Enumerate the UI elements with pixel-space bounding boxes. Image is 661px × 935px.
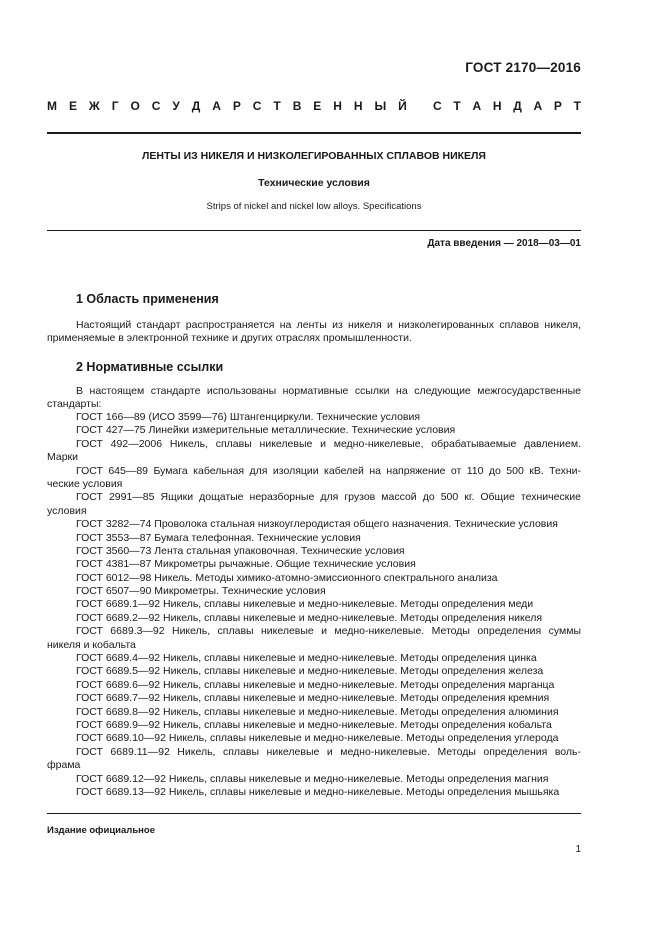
- header-divider: [47, 132, 581, 134]
- interstate-word: [47, 99, 407, 113]
- reference-line: ГОСТ 6689.11—92 Никель, сплавы никелевые и медно-никелевые. Методы определения воль-: [76, 745, 581, 758]
- reference-item: [47, 438, 581, 465]
- reference-item: [47, 625, 581, 652]
- heading-letter: Й: [398, 99, 407, 113]
- heading-letter: Ы: [374, 99, 387, 113]
- reference-item: [47, 706, 581, 719]
- reference-item: [47, 746, 581, 773]
- reference-line: ГОСТ 6689.2—92 Никель, сплавы никелевые и медно-никелевые. Методы определения никеля: [76, 611, 543, 624]
- reference-line: Марки: [47, 451, 79, 464]
- reference-item: [47, 518, 581, 531]
- reference-line: ГОСТ 6689.4—92 Никель, сплавы никелевые и медно-никелевые. Методы определения цинка: [76, 652, 537, 665]
- title-divider: [47, 230, 581, 231]
- heading-letter: Т: [573, 99, 581, 113]
- reference-item: [47, 679, 581, 692]
- heading-letter: Г: [111, 99, 119, 113]
- heading-letter: Т: [453, 99, 461, 113]
- heading-letter: Ж: [88, 99, 100, 113]
- references-list: [47, 411, 581, 799]
- reference-line: ГОСТ 6507—90 Микрометры. Технические условия: [76, 585, 326, 598]
- reference-item: [47, 719, 581, 732]
- reference-line: ГОСТ 6012—98 Никель. Методы химико-атомно-эмиссионного спектрального анализа: [76, 571, 498, 584]
- reference-line: ГОСТ 6689.1—92 Никель, сплавы никелевые и медно-никелевые. Методы определения меди: [76, 598, 534, 611]
- reference-item: [47, 612, 581, 625]
- heading-letter: Н: [492, 99, 502, 113]
- section-heading-references: 2 Нормативные ссылки: [76, 360, 224, 374]
- reference-item: [47, 786, 581, 799]
- english-title: Strips of nickel and nickel low alloys. Specifications: [206, 201, 422, 212]
- heading-letter: У: [172, 99, 180, 113]
- official-edition-label: Издание официальное: [47, 825, 155, 836]
- references-intro: [47, 385, 581, 412]
- date-of-introduction: Дата введения — 2018—03—01: [427, 238, 581, 249]
- reference-item: [47, 491, 581, 518]
- reference-item: [47, 652, 581, 665]
- reference-line: фрама: [47, 759, 81, 772]
- reference-line: ГОСТ 6689.5—92 Никель, сплавы никелевые и медно-никелевые. Методы определения железа: [76, 665, 544, 678]
- reference-item: [47, 732, 581, 745]
- reference-item: [47, 465, 581, 492]
- reference-item: [47, 585, 581, 598]
- reference-line: ГОСТ 3282—74 Проволока стальная низкоуглеродистая общего назначения. Технические условия: [76, 518, 558, 531]
- reference-line: ГОСТ 6689.9—92 Никель, сплавы никелевые и медно-никелевые. Методы определения кобальта: [76, 718, 552, 731]
- footer-divider: [47, 813, 581, 814]
- reference-line: ГОСТ 427—75 Линейки измерительные металлические. Технические условия: [76, 424, 456, 437]
- reference-item: [47, 773, 581, 786]
- section-heading-scope: 1 Область применения: [76, 292, 219, 306]
- scope-paragraph: [47, 319, 581, 346]
- heading-letter: О: [130, 99, 140, 113]
- reference-line: ГОСТ 6689.6—92 Никель, сплавы никелевые и медно-никелевые. Методы определения марганца: [76, 678, 555, 691]
- reference-item: [47, 692, 581, 705]
- heading-letter: С: [151, 99, 161, 113]
- heading-letter: Е: [68, 99, 77, 113]
- heading-letter: В: [292, 99, 302, 113]
- heading-letter: Д: [513, 99, 522, 113]
- reference-line: ГОСТ 6689.8—92 Никель, сплавы никелевые и медно-никелевые. Методы определения алюминия: [76, 705, 559, 718]
- paragraph-line: В настоящем стандарте использованы нормативные ссылки на следующие межгосударственные: [76, 385, 581, 397]
- paragraph-line: стандарты:: [47, 398, 102, 411]
- reference-line: ГОСТ 2991—85 Ящики дощатые неразборные для грузов массой до 500 кг. Общие технические: [76, 491, 581, 504]
- heading-letter: С: [252, 99, 262, 113]
- reference-line: ГОСТ 3553—87 Бумага телефонная. Технические условия: [76, 531, 361, 544]
- reference-line: ГОСТ 6689.12—92 Никель, сплавы никелевые и медно-никелевые. Методы определения магния: [76, 772, 549, 785]
- reference-item: [47, 665, 581, 678]
- reference-item: [47, 598, 581, 611]
- paragraph-line: применяемые в электронной технике и других отраслях промышленности.: [47, 332, 412, 345]
- heading-letter: М: [47, 99, 57, 113]
- reference-line: условия: [47, 504, 87, 517]
- document-subtitle: Технические условия: [258, 177, 370, 189]
- reference-item: [47, 545, 581, 558]
- document-title: ЛЕНТЫ ИЗ НИКЕЛЯ И НИЗКОЛЕГИРОВАННЫХ СПЛАВОВ НИКЕЛЯ: [142, 150, 486, 162]
- heading-letter: А: [212, 99, 221, 113]
- heading-letter: Е: [313, 99, 322, 113]
- reference-line: ческие условия: [47, 477, 123, 490]
- heading-letter: А: [533, 99, 543, 113]
- page-number: 1: [575, 844, 581, 855]
- standard-word: [433, 99, 581, 113]
- reference-line: ГОСТ 6689.13—92 Никель, сплавы никелевые и медно-никелевые. Методы определения мышьяка: [76, 785, 560, 798]
- heading-letter: Р: [232, 99, 241, 113]
- reference-line: ГОСТ 6689.3—92 Никель, сплавы никелевые и медно-никелевые. Методы определения суммы: [76, 625, 581, 638]
- interstate-standard-heading: [47, 99, 581, 113]
- reference-item: [47, 558, 581, 571]
- heading-letter: А: [472, 99, 482, 113]
- reference-item: [47, 424, 581, 437]
- reference-line: ГОСТ 645—89 Бумага кабельная для изоляции кабелей на напряжение от 110 до 500 кВ. Техни-: [76, 464, 581, 477]
- reference-line: ГОСТ 166—89 (ИСО 3599—76) Штангенциркули. Технические условия: [76, 411, 421, 423]
- reference-line: ГОСТ 4381—87 Микрометры рычажные. Общие технические условия: [76, 558, 416, 571]
- gost-number: ГОСТ 2170—2016: [465, 60, 581, 75]
- reference-item: [47, 532, 581, 545]
- heading-letter: Н: [353, 99, 363, 113]
- paragraph-line: Настоящий стандарт распространяется на ленты из никеля и низколегированных сплавов никеля,: [76, 319, 581, 331]
- reference-item: [47, 572, 581, 585]
- reference-line: ГОСТ 3560—73 Лента стальная упаковочная. Технические условия: [76, 544, 405, 557]
- heading-letter: Н: [333, 99, 342, 113]
- reference-line: ГОСТ 6689.7—92 Никель, сплавы никелевые и медно-никелевые. Методы определения кремния: [76, 692, 550, 705]
- reference-line: ГОСТ 6689.10—92 Никель, сплавы никелевые и медно-никелевые. Методы определения углерода: [76, 732, 559, 745]
- heading-letter: Д: [191, 99, 201, 113]
- reference-item: [47, 411, 581, 424]
- heading-letter: Р: [553, 99, 562, 113]
- heading-letter: С: [433, 99, 442, 113]
- reference-line: ГОСТ 492—2006 Никель, сплавы никелевые и медно-никелевые, обрабатываемые давлением.: [76, 437, 581, 450]
- heading-letter: Т: [273, 99, 281, 113]
- reference-line: никеля и кобальта: [47, 638, 136, 651]
